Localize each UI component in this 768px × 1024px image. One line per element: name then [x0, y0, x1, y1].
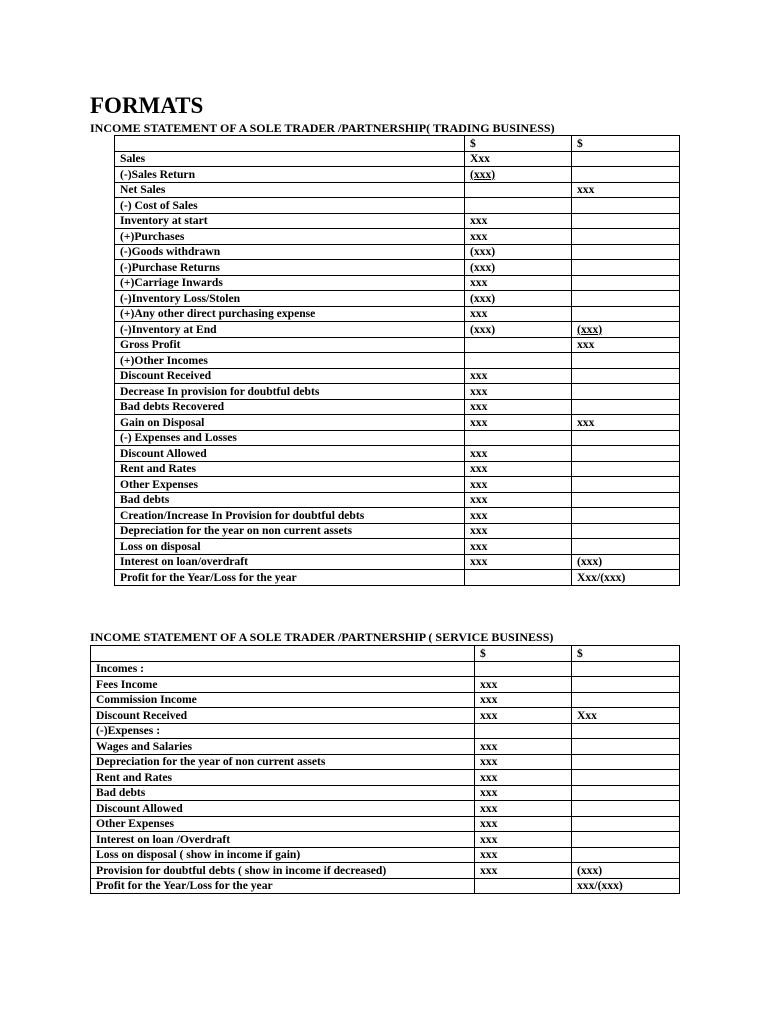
amount-column-2-cell: [572, 539, 680, 555]
line-item-label: Interest on loan /Overdraft: [91, 832, 475, 848]
line-item-label: Profit for the Year/Loss for the year: [91, 878, 475, 894]
amount-column-1-cell: xxx: [465, 384, 572, 400]
amount-column-1-cell: [465, 353, 572, 369]
table-row: [115, 337, 680, 353]
amount-column-2-cell: [572, 446, 680, 462]
line-item-label: (-)Inventory at End: [115, 322, 465, 338]
amount-column-2-cell: [572, 244, 680, 260]
table-row: [115, 136, 680, 152]
line-item-label: Discount Allowed: [115, 446, 465, 462]
amount-column-2-cell: [572, 198, 680, 214]
trading-table-body: [115, 136, 680, 586]
amount-column-1-cell: xxx: [465, 492, 572, 508]
table-row: [91, 754, 680, 770]
table-row: [115, 260, 680, 276]
table-row: [91, 646, 680, 662]
amount-column-2-cell: [572, 785, 680, 801]
amount-column-1-cell: $: [475, 646, 572, 662]
amount-column-1-cell: xxx: [465, 554, 572, 570]
amount-column-1-cell: xxx: [475, 801, 572, 817]
amount-column-2-cell: [572, 461, 680, 477]
amount-column-2-cell: Xxx: [572, 708, 680, 724]
amount-column-2-cell: (xxx): [572, 322, 680, 338]
line-item-label: Gross Profit: [115, 337, 465, 353]
line-item-label: Other Expenses: [91, 816, 475, 832]
line-item-label: (-)Goods withdrawn: [115, 244, 465, 260]
trading-income-statement-table: [114, 135, 680, 586]
table-row: [115, 523, 680, 539]
line-item-label: Loss on disposal ( show in income if gain): [91, 847, 475, 863]
amount-column-2-cell: [572, 353, 680, 369]
amount-column-2-cell: Xxx/(xxx): [572, 570, 680, 586]
amount-column-2-cell: [572, 229, 680, 245]
amount-column-2-cell: [572, 847, 680, 863]
service-statement-heading: INCOME STATEMENT OF A SOLE TRADER /PARTNERSHIP ( SERVICE BUSINESS): [90, 630, 554, 644]
line-item-label: (+)Purchases: [115, 229, 465, 245]
table-row: [115, 353, 680, 369]
amount-column-1-cell: xxx: [475, 677, 572, 693]
table-row: [115, 368, 680, 384]
amount-column-1-cell: xxx: [465, 306, 572, 322]
trading-statement-heading: INCOME STATEMENT OF A SOLE TRADER /PARTNERSHIP( TRADING BUSINESS): [90, 121, 555, 135]
amount-column-2-cell: [572, 816, 680, 832]
amount-column-2-cell: [572, 508, 680, 524]
service-income-statement-table: [90, 645, 680, 894]
table-row: [91, 847, 680, 863]
line-item-label: Interest on loan/overdraft: [115, 554, 465, 570]
table-row: [91, 661, 680, 677]
amount-column-2-cell: xxx/(xxx): [572, 878, 680, 894]
line-item-label: (-)Expenses :: [91, 723, 475, 739]
amount-column-1-cell: xxx: [475, 832, 572, 848]
amount-column-1-cell: xxx: [475, 754, 572, 770]
amount-column-1-cell: xxx: [475, 739, 572, 755]
amount-column-1-cell: (xxx): [465, 291, 572, 307]
table-row: [115, 492, 680, 508]
table-row: [91, 723, 680, 739]
amount-column-1-cell: xxx: [465, 275, 572, 291]
table-row: [91, 801, 680, 817]
amount-column-2-cell: [572, 306, 680, 322]
amount-column-2-cell: [572, 399, 680, 415]
amount-column-1-cell: xxx: [475, 708, 572, 724]
table-row: [115, 539, 680, 555]
table-row: [91, 692, 680, 708]
amount-column-1-cell: xxx: [465, 477, 572, 493]
line-item-label: Loss on disposal: [115, 539, 465, 555]
line-item-label: (+)Any other direct purchasing expense: [115, 306, 465, 322]
amount-column-2-cell: [572, 832, 680, 848]
amount-column-2-cell: [572, 492, 680, 508]
line-item-label: Incomes :: [91, 661, 475, 677]
amount-column-2-cell: [572, 754, 680, 770]
line-item-label: Profit for the Year/Loss for the year: [115, 570, 465, 586]
line-item-label: Discount Received: [91, 708, 475, 724]
amount-column-1-cell: [465, 430, 572, 446]
amount-column-2-cell: $: [572, 646, 680, 662]
amount-column-2-cell: [572, 739, 680, 755]
line-item-label: Inventory at start: [115, 213, 465, 229]
table-row: [115, 306, 680, 322]
line-item-label: (-) Expenses and Losses: [115, 430, 465, 446]
amount-column-1-cell: [475, 723, 572, 739]
amount-column-2-cell: [572, 368, 680, 384]
amount-column-2-cell: [572, 770, 680, 786]
table-row: [115, 570, 680, 586]
line-item-label: [91, 646, 475, 662]
table-row: [91, 785, 680, 801]
amount-column-1-cell: xxx: [465, 213, 572, 229]
amount-column-1-cell: xxx: [465, 399, 572, 415]
amount-column-2-cell: (xxx): [572, 863, 680, 879]
amount-column-2-cell: xxx: [572, 337, 680, 353]
table-row: [115, 554, 680, 570]
line-item-label: (+)Other Incomes: [115, 353, 465, 369]
amount-column-2-cell: [572, 275, 680, 291]
amount-column-1-cell: $: [465, 136, 572, 152]
amount-column-2-cell: [572, 151, 680, 167]
table-row: [115, 461, 680, 477]
table-row: [115, 291, 680, 307]
amount-column-2-cell: [572, 677, 680, 693]
amount-column-1-cell: xxx: [465, 539, 572, 555]
table-row: [115, 182, 680, 198]
line-item-label: Commission Income: [91, 692, 475, 708]
line-item-label: (-)Sales Return: [115, 167, 465, 183]
page-title: FORMATS: [90, 93, 204, 118]
line-item-label: [115, 136, 465, 152]
amount-column-2-cell: [572, 167, 680, 183]
amount-column-1-cell: (xxx): [465, 260, 572, 276]
amount-column-1-cell: Xxx: [465, 151, 572, 167]
table-row: [115, 198, 680, 214]
line-item-label: Decrease In provision for doubtful debts: [115, 384, 465, 400]
amount-column-1-cell: [465, 337, 572, 353]
table-row: [91, 708, 680, 724]
line-item-label: Discount Allowed: [91, 801, 475, 817]
amount-column-1-cell: [475, 661, 572, 677]
table-row: [115, 477, 680, 493]
amount-column-1-cell: [465, 182, 572, 198]
line-item-label: (-)Inventory Loss/Stolen: [115, 291, 465, 307]
amount-column-1-cell: xxx: [465, 508, 572, 524]
table-row: [115, 229, 680, 245]
line-item-label: Bad debts: [91, 785, 475, 801]
table-row: [115, 151, 680, 167]
table-row: [115, 384, 680, 400]
amount-column-2-cell: [572, 523, 680, 539]
table-row: [115, 508, 680, 524]
line-item-label: Other Expenses: [115, 477, 465, 493]
line-item-label: Depreciation for the year on non current assets: [115, 523, 465, 539]
line-item-label: Rent and Rates: [91, 770, 475, 786]
amount-column-2-cell: [572, 801, 680, 817]
amount-column-1-cell: xxx: [465, 446, 572, 462]
line-item-label: Net Sales: [115, 182, 465, 198]
line-item-label: Rent and Rates: [115, 461, 465, 477]
line-item-label: Sales: [115, 151, 465, 167]
table-row: [91, 878, 680, 894]
table-row: [91, 832, 680, 848]
service-table-body: [91, 646, 680, 894]
table-row: [91, 863, 680, 879]
amount-column-1-cell: xxx: [475, 863, 572, 879]
table-row: [91, 770, 680, 786]
amount-column-2-cell: [572, 213, 680, 229]
table-row: [115, 213, 680, 229]
amount-column-1-cell: xxx: [475, 770, 572, 786]
amount-column-1-cell: xxx: [475, 692, 572, 708]
amount-column-1-cell: xxx: [465, 523, 572, 539]
table-row: [91, 677, 680, 693]
table-row: [115, 322, 680, 338]
table-row: [115, 415, 680, 431]
amount-column-2-cell: [572, 723, 680, 739]
line-item-label: Bad debts: [115, 492, 465, 508]
line-item-label: Wages and Salaries: [91, 739, 475, 755]
amount-column-2-cell: [572, 692, 680, 708]
amount-column-1-cell: xxx: [475, 847, 572, 863]
amount-column-2-cell: $: [572, 136, 680, 152]
line-item-label: (-) Cost of Sales: [115, 198, 465, 214]
amount-column-2-cell: [572, 384, 680, 400]
amount-column-1-cell: xxx: [465, 415, 572, 431]
line-item-label: Fees Income: [91, 677, 475, 693]
line-item-label: Provision for doubtful debts ( show in income if decreased): [91, 863, 475, 879]
amount-column-1-cell: xxx: [465, 461, 572, 477]
amount-column-2-cell: [572, 661, 680, 677]
table-row: [115, 399, 680, 415]
amount-column-1-cell: xxx: [475, 785, 572, 801]
amount-column-1-cell: (xxx): [465, 322, 572, 338]
amount-column-2-cell: [572, 477, 680, 493]
table-row: [115, 446, 680, 462]
line-item-label: (+)Carriage Inwards: [115, 275, 465, 291]
line-item-label: Depreciation for the year of non current assets: [91, 754, 475, 770]
amount-column-2-cell: [572, 430, 680, 446]
amount-column-2-cell: (xxx): [572, 554, 680, 570]
table-row: [91, 816, 680, 832]
line-item-label: Creation/Increase In Provision for doubtful debts: [115, 508, 465, 524]
amount-column-1-cell: xxx: [475, 816, 572, 832]
table-row: [91, 739, 680, 755]
amount-column-2-cell: [572, 260, 680, 276]
line-item-label: (-)Purchase Returns: [115, 260, 465, 276]
table-row: [115, 167, 680, 183]
line-item-label: Bad debts Recovered: [115, 399, 465, 415]
amount-column-1-cell: [475, 878, 572, 894]
amount-column-1-cell: [465, 198, 572, 214]
table-row: [115, 430, 680, 446]
line-item-label: Gain on Disposal: [115, 415, 465, 431]
table-row: [115, 244, 680, 260]
amount-column-2-cell: xxx: [572, 415, 680, 431]
amount-column-1-cell: [465, 570, 572, 586]
amount-column-1-cell: xxx: [465, 368, 572, 384]
amount-column-1-cell: (xxx): [465, 244, 572, 260]
amount-column-1-cell: xxx: [465, 229, 572, 245]
amount-column-2-cell: xxx: [572, 182, 680, 198]
line-item-label: Discount Received: [115, 368, 465, 384]
amount-column-2-cell: [572, 291, 680, 307]
table-row: [115, 275, 680, 291]
amount-column-1-cell: (xxx): [465, 167, 572, 183]
